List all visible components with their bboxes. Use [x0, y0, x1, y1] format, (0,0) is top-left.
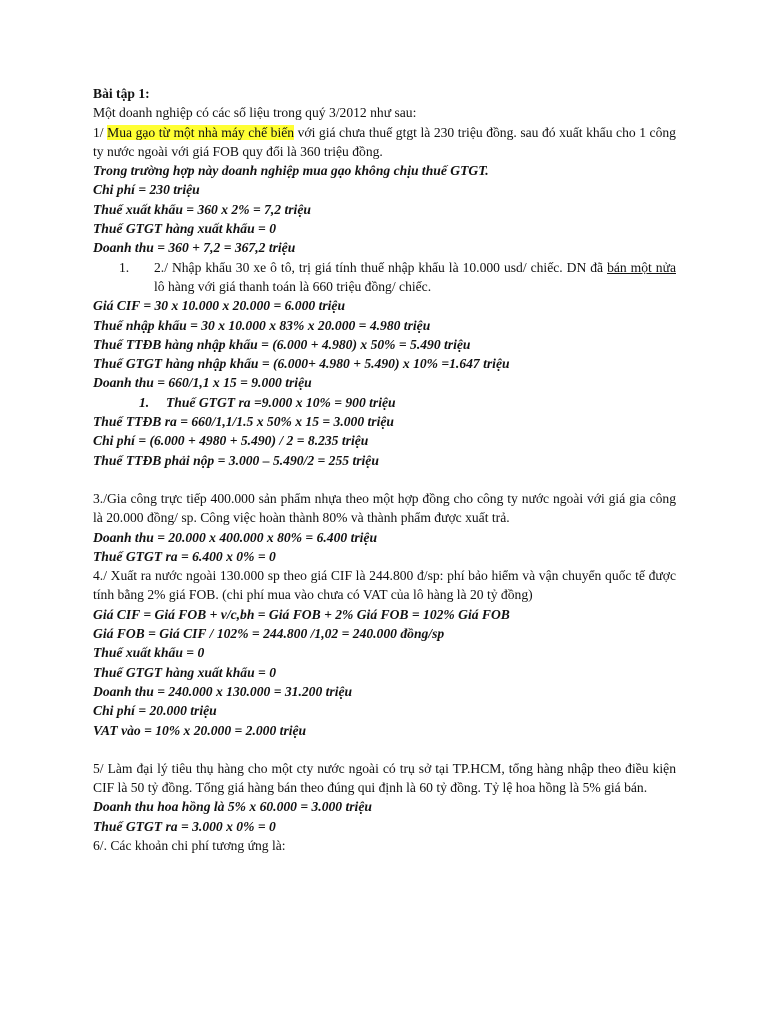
- item2-sub-text: Thuế GTGT ra =9.000 x 10% = 900 triệu: [166, 394, 396, 410]
- item2-line: Giá CIF = 30 x 10.000 x 20.000 = 6.000 triệu: [93, 298, 346, 314]
- item3-paragraph: 3./Gia công trực tiếp 400.000 sản phẩm nhựa theo một hợp đồng cho công ty nước ngoài với giá gia công là 20.000 đồng/ sp. Công việc hoàn thành 80% và thành phẩm được xuất trả.: [93, 490, 676, 526]
- item4-line: Doanh thu = 240.000 x 130.000 = 31.200 triệu: [93, 683, 353, 699]
- item2-line: Thuế TTĐB ra = 660/1,1/1.5 x 50% x 15 = 3.000 triệu: [93, 414, 394, 430]
- spacer: [93, 740, 676, 759]
- item2-text-before: 2./ Nhập khẩu 30 xe ô tô, trị giá tính thuế nhập khẩu là 10.000 usd/ chiếc. DN đã: [154, 259, 608, 275]
- item4-paragraph: 4./ Xuất ra nước ngoài 130.000 sp theo giá CIF là 244.800 đ/sp: phí bảo hiểm và vận chuyển quốc tế được tính bằng 2% giá FOB. (chi phí mua vào chưa có VAT của lô hàng là 20 tỷ đồng): [93, 568, 676, 603]
- item1-rest: với giá chưa thuế gtgt là 230 triệu đồng. sau đó xuất khẩu cho 1 công ty nước ngoài với giá FOB quy đổi là 360 triệu đồng.: [93, 124, 676, 159]
- item4-line: VAT vào = 10% x 20.000 = 2.000 triệu: [93, 722, 307, 738]
- item3-line: Thuế GTGT ra = 6.400 x 0% = 0: [93, 548, 276, 564]
- item2-paragraph: [93, 258, 676, 297]
- item1-line: Chi phí = 230 triệu: [93, 182, 200, 198]
- item1-paragraph: [93, 123, 676, 162]
- item4-line: Giá CIF = Giá FOB + v/c,bh = Giá FOB + 2% Giá FOB = 102% Giá FOB: [93, 606, 510, 622]
- exercise-title: Bài tập 1:: [93, 86, 150, 101]
- document-body: [93, 84, 676, 855]
- item6-paragraph: 6/. Các khoản chi phí tương ứng là:: [93, 837, 286, 853]
- item2-text-after: lô hàng với giá thanh toán là 660 triệu đồng/ chiếc.: [154, 278, 432, 294]
- item5-line: Doanh thu hoa hồng là 5% x 60.000 = 3.000 triệu: [93, 799, 372, 815]
- item4-line: Giá FOB = Giá CIF / 102% = 244.800 /1,02 = 240.000 đồng/sp: [93, 626, 445, 642]
- item1-highlighted-text: Mua gạo từ một nhà máy chế biến: [107, 124, 295, 140]
- item2-line: Thuế TTĐB phải nộp = 3.000 – 5.490/2 = 255 triệu: [93, 452, 379, 468]
- item1-line: Thuế xuất khẩu = 360 x 2% = 7,2 triệu: [93, 201, 311, 217]
- item2-line: Thuế GTGT hàng nhập khẩu = (6.000+ 4.980 + 5.490) x 10% =1.647 triệu: [93, 356, 510, 372]
- item2-line: Thuế TTĐB hàng nhập khẩu = (6.000 + 4.980) x 50% = 5.490 triệu: [93, 336, 471, 352]
- item2-sub-label: 1.: [139, 394, 150, 410]
- item4-line: Thuế xuất khẩu = 0: [93, 645, 205, 661]
- item2-list-label: 1.: [119, 259, 130, 275]
- intro-text: Một doanh nghiệp có các số liệu trong quý 3/2012 như sau:: [93, 105, 417, 121]
- item2-underlined-text: bán một nửa: [607, 259, 676, 275]
- item4-line: Thuế GTGT hàng xuất khẩu = 0: [93, 664, 276, 680]
- item2-sub-item: [93, 393, 676, 412]
- item2-line: Doanh thu = 660/1,1 x 15 = 9.000 triệu: [93, 375, 312, 391]
- item1-prefix: 1/: [93, 124, 108, 140]
- item1-line: Doanh thu = 360 + 7,2 = 367,2 triệu: [93, 240, 296, 256]
- item5-line: Thuế GTGT ra = 3.000 x 0% = 0: [93, 818, 276, 834]
- item1-line: Thuế GTGT hàng xuất khẩu = 0: [93, 221, 276, 237]
- item1-note: Trong trường hợp này doanh nghiệp mua gạo không chịu thuế GTGT.: [93, 163, 489, 179]
- spacer: [93, 470, 676, 489]
- item2-line: Chi phí = (6.000 + 4980 + 5.490) / 2 = 8.235 triệu: [93, 433, 369, 449]
- item3-line: Doanh thu = 20.000 x 400.000 x 80% = 6.400 triệu: [93, 529, 378, 545]
- item5-paragraph: 5/ Làm đại lý tiêu thụ hàng cho một cty nước ngoài có trụ sở tại TP.HCM, tổng hàng nhập theo điều kiện CIF là 50 tỷ đồng. Tổng giá hàng bán theo đúng qui định là 60 tỷ đồng. Tỷ lệ hoa hồng là 5% giá bán.: [93, 760, 676, 796]
- item4-line: Chi phí = 20.000 triệu: [93, 703, 217, 719]
- item2-line: Thuế nhập khẩu = 30 x 10.000 x 83% x 20.000 = 4.980 triệu: [93, 317, 431, 333]
